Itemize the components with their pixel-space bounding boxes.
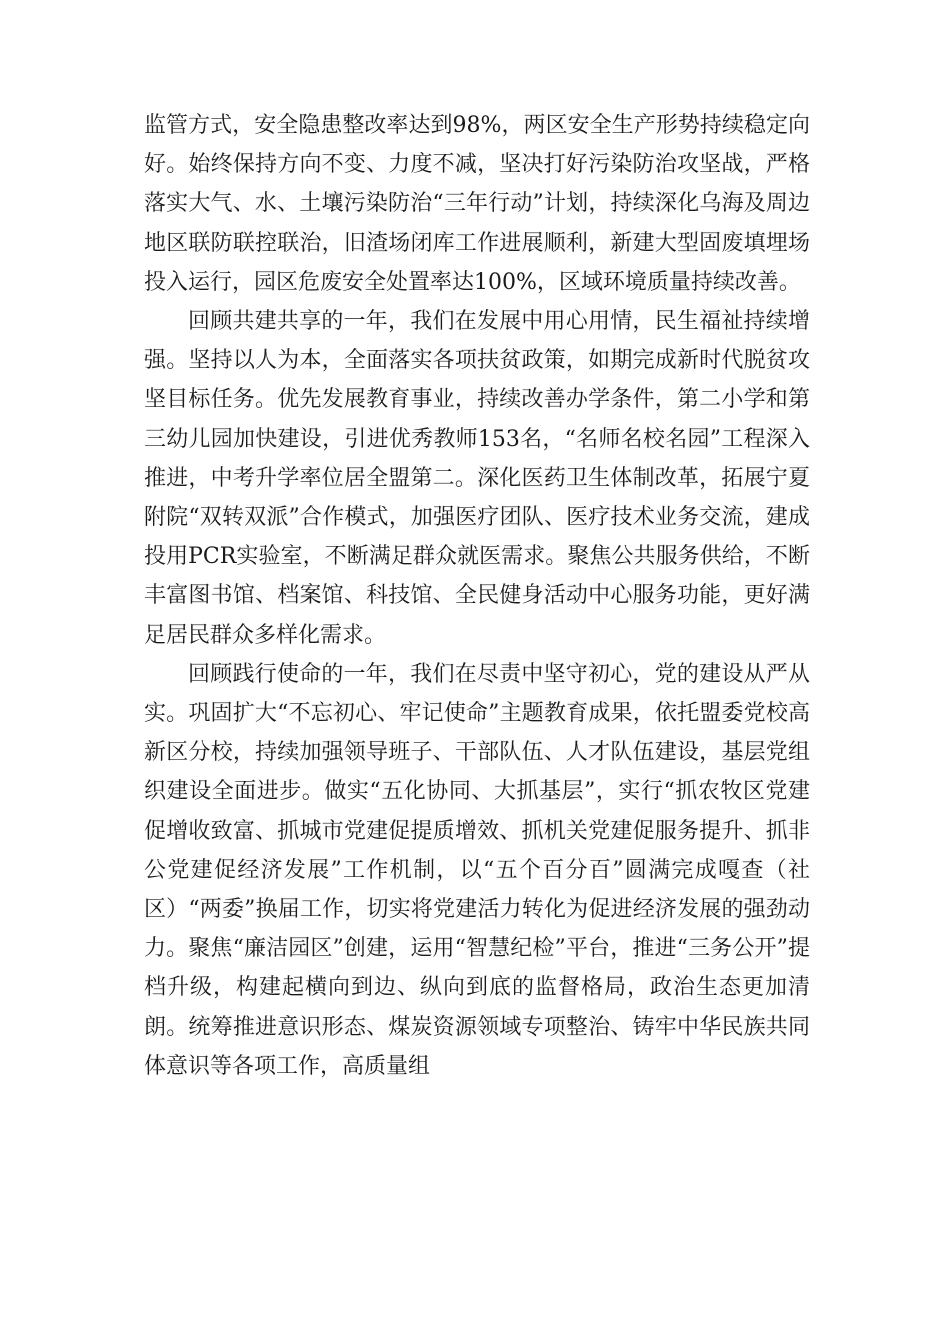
paragraph-party-building: 回顾践行使命的一年，我们在尽责中坚守初心，党的建设从严从实。巩固扩大“不忘初心、牢记使命”主题教育成果，依托盟委党校高新区分校，持续加强领导班子、干部队伍、人才队伍建设，基层党组织建设全面进步。做实“五化协同、大抓基层”，实行“抓农牧区党建促增收致富、抓城市党建促提质增效、抓机关党建促服务提升、抓非公党建促经济发展”工作机制，以“五个百分百”圆满完成嘎查（社区）“两委”换届工作，切实将党建活力转化为促进经济发展的强劲动力。聚焦“廉洁园区”创建，运用“智慧纪检”平台，推进“三务公开”提档升级，构建起横向到边、纵向到底的监督格局，政治生态更加清朗。统筹推进意识形态、煤炭资源领域专项整治、铸牢中华民族共同体意识等各项工作，高质量组 (144, 661, 810, 1079)
body-text (144, 106, 810, 1086)
paragraph-continued: 监管方式，安全隐患整改率达到98%，两区安全生产形势持续稳定向好。始终保持方向不变、力度不减，坚决打好污染防治攻坚战，严格落实大气、水、土壤污染防治“三年行动”计划，持续深化乌海及周边地区联防联控联治，旧渣场闭库工作进展顺利，新建大型固废填埋场投入运行，园区危废安全处置率达100%，区域环境质量持续改善。 (144, 113, 810, 295)
paragraph-livelihood: 回顾共建共享的一年，我们在发展中用心用情，民生福祉持续增强。坚持以人为本，全面落实各项扶贫政策，如期完成新时代脱贫攻坚目标任务。优先发展教育事业，持续改善办学条件，第二小学和第三幼儿园加快建设，引进优秀教师153名，“名师名校名园”工程深入推进，中考升学率位居全盟第二。深化医药卫生体制改革，拓展宁夏附院“双转双派”合作模式，加强医疗团队、医疗技术业务交流，建成投用PCR实验室，不断满足群众就医需求。聚焦公共服务供给，不断丰富图书馆、档案馆、科技馆、全民健身活动中心服务功能，更好满足居民群众多样化需求。 (144, 309, 810, 648)
